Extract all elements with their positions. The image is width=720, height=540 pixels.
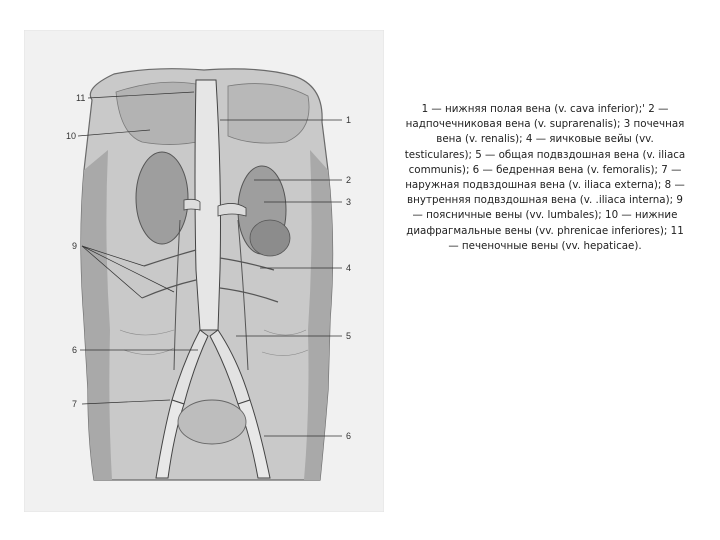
label-11: 11	[76, 93, 86, 103]
vein-drawing	[24, 30, 384, 512]
anatomical-illustration	[24, 30, 384, 512]
label-9: 9	[72, 241, 78, 251]
label-3: 3	[346, 197, 352, 207]
figure-caption: 1 — нижняя полая вена (v. cava inferior);' 2 — надпочечниковая вена (v. suprarenalis); 3 почечная вена (v. renalis); 4 — яичковые вейы (vv. testiculares); 5 — общая подвздошная вена (v. iliaca communis); 6 — бедренная вена (v. femoralis); 7 — наружная подвздошная вена (v. iliaca externa); 8 — внутренняя подвздошная вена (v. .iliaca interna); 9 — поясничные вены (vv. lumbales); 10 — нижние диафрагмальные вены (vv. phrenicae inferiores); 11 — печеночные вены (vv. hepaticae).	[404, 103, 686, 252]
label-5: 5	[346, 331, 352, 341]
label-1: 1	[346, 115, 352, 125]
label-6: 6	[72, 345, 78, 355]
label-7: 7	[72, 399, 78, 409]
label-6-right: 6	[346, 431, 352, 441]
label-4: 4	[346, 263, 352, 273]
label-10: 10	[66, 131, 77, 141]
label-2: 2	[346, 175, 352, 185]
